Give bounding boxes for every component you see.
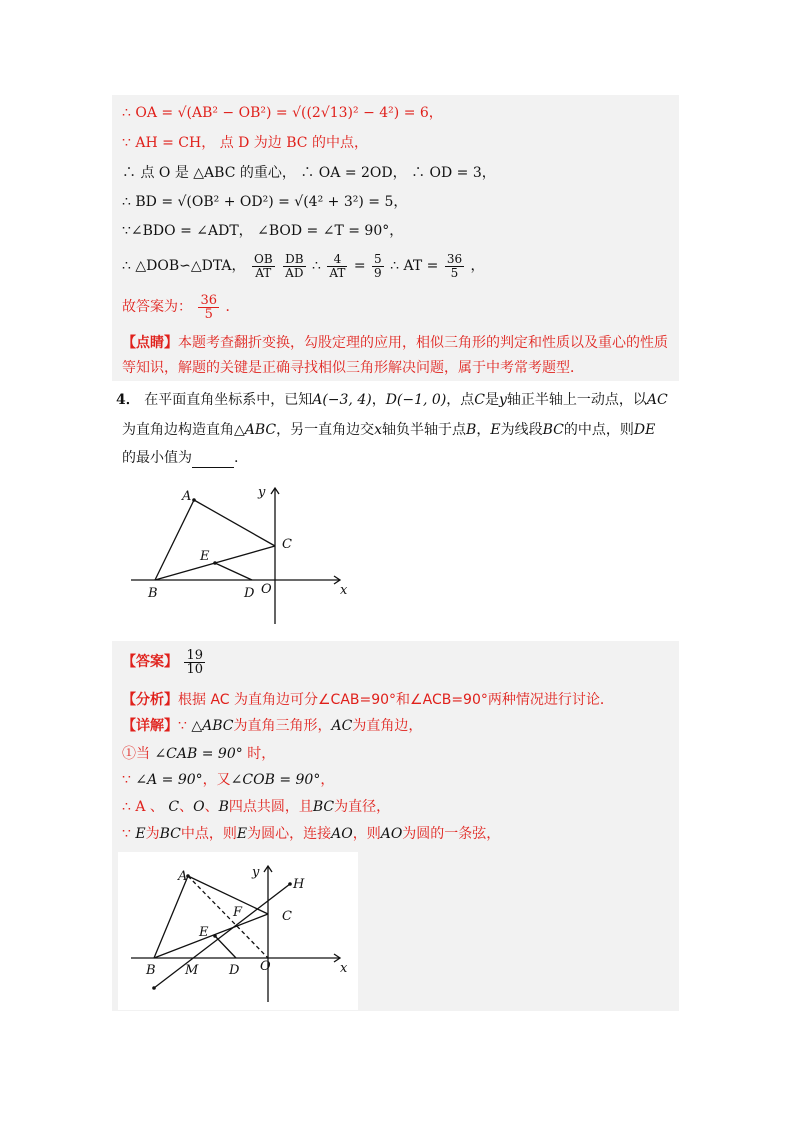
concyclic-text: 四点共圆，且 bbox=[228, 799, 313, 815]
oa-equation: ∴ OA = √(AB² − OB²) = √((2√13)² − 4²) = 6， bbox=[122, 105, 443, 121]
case1-line bbox=[122, 744, 275, 764]
angle-a: ∠A = 90° bbox=[135, 772, 203, 788]
detail-ac: AC bbox=[331, 718, 353, 734]
label-y: y bbox=[252, 865, 260, 880]
detail-line bbox=[122, 716, 422, 736]
label-o: O bbox=[261, 582, 272, 597]
var-de: DE bbox=[633, 422, 656, 438]
therefore-symbol: ∴ bbox=[312, 258, 321, 274]
figure-1-diagram bbox=[128, 480, 350, 628]
comment-line-2 bbox=[122, 358, 584, 378]
bc-var: BC bbox=[159, 826, 181, 842]
label-f: F bbox=[233, 905, 243, 920]
answer-line bbox=[122, 645, 207, 679]
final-answer-line bbox=[122, 292, 239, 322]
point-e-dot bbox=[213, 561, 217, 565]
label-d: D bbox=[244, 586, 255, 601]
var-e: E bbox=[490, 422, 501, 438]
solution-line-4 bbox=[122, 192, 407, 212]
c-point: C bbox=[168, 799, 180, 815]
var-c: C bbox=[474, 392, 485, 408]
var-bc: BC bbox=[542, 422, 564, 438]
segment-de bbox=[215, 563, 252, 580]
analysis-label: 【分析】 bbox=[122, 692, 178, 708]
label-b: B bbox=[148, 586, 158, 601]
fraction-db-ad: $\frac{DB}{AD}$ bbox=[285, 251, 304, 280]
label-c: C bbox=[282, 537, 292, 552]
comment-line-1 bbox=[122, 333, 668, 353]
because-3: ∵ bbox=[122, 826, 131, 842]
o-point: O bbox=[193, 799, 205, 815]
then-text: ，则 bbox=[352, 826, 381, 842]
point-a-dot bbox=[192, 498, 196, 502]
od-eq-3: ∴ OD = 3， bbox=[411, 165, 496, 181]
case1-text-a: ①当 bbox=[122, 746, 150, 762]
question-text-i: 的中点，则 bbox=[563, 422, 634, 438]
point-d: D(−1, 0) bbox=[385, 392, 447, 408]
label-o: O bbox=[260, 959, 271, 974]
label-x: x bbox=[340, 583, 348, 598]
segment-ao-dashed bbox=[188, 876, 268, 958]
ah-eq-ch: ∵ AH = CH， bbox=[122, 135, 216, 151]
segment-ac bbox=[188, 876, 268, 914]
question-text-g: 轴负半轴于点 bbox=[382, 422, 467, 438]
ao-var-2: AO bbox=[380, 826, 403, 842]
question-text-a: 在平面直角坐标系中，已知 bbox=[144, 392, 313, 408]
label-a: A bbox=[178, 869, 188, 884]
bc-diameter: BC bbox=[312, 799, 335, 815]
question-text-j: 的最小值为 bbox=[122, 450, 192, 466]
sep: ， bbox=[371, 392, 386, 408]
label-b: B bbox=[146, 963, 156, 978]
similar-triangles: ∴ △DOB∽△DTA， bbox=[122, 258, 246, 274]
var-b: B bbox=[466, 422, 477, 438]
question-line-3: 的最小值为 . bbox=[122, 450, 239, 466]
point-h-dot bbox=[288, 882, 292, 886]
angle-line bbox=[122, 770, 334, 790]
question-text-c: 是 bbox=[485, 392, 499, 408]
label-c: C bbox=[282, 909, 292, 924]
final-answer-fraction: $\frac{36}{5}$ bbox=[200, 292, 217, 322]
var-x: x bbox=[374, 422, 383, 438]
sep2: ， bbox=[476, 422, 491, 438]
label-e: E bbox=[200, 549, 210, 564]
concyclic-line bbox=[122, 797, 390, 817]
point-lower-dot bbox=[152, 986, 156, 990]
var-y: y bbox=[499, 392, 507, 408]
analysis-text: 根据 AC 为直角边可分∠CAB=90°和∠ACB=90°两种情况进行讨论． bbox=[178, 692, 614, 708]
solution-line-2 bbox=[122, 133, 368, 153]
at-equals: ∴ AT = bbox=[390, 258, 439, 274]
point-a: A(−3, 4) bbox=[312, 392, 372, 408]
e-var-2: E bbox=[236, 826, 248, 842]
solution-line-3 bbox=[122, 163, 496, 183]
final-answer-label: 故答案为： bbox=[122, 299, 192, 315]
question-line-1 bbox=[116, 390, 668, 410]
question-text-h: 为线段 bbox=[500, 422, 543, 438]
question-text-d: 轴正半轴上一动点，以 bbox=[506, 392, 647, 408]
label-m: M bbox=[185, 963, 199, 978]
fraction-ob-at: $\frac{OB}{AT}$ bbox=[253, 251, 273, 280]
question-number: 4． bbox=[116, 392, 140, 408]
segment-ab bbox=[154, 876, 188, 958]
fraction-4-at: $\frac{4}{AT}$ bbox=[329, 251, 346, 280]
midpoint-text: 中点，则 bbox=[180, 826, 237, 842]
detail-text-c: 为直角边， bbox=[352, 718, 423, 734]
point-e-dot bbox=[213, 934, 217, 938]
b-point: B bbox=[218, 799, 229, 815]
equals-sign: = bbox=[353, 258, 366, 274]
label-x: x bbox=[340, 961, 348, 976]
answer-label: 【答案】 bbox=[122, 654, 178, 670]
question-text-b: ，点 bbox=[446, 392, 475, 408]
case1-text-b: 时， bbox=[247, 746, 276, 762]
detail-label: 【详解】 bbox=[122, 718, 178, 734]
label-d: D bbox=[229, 963, 240, 978]
because-2: ∵ bbox=[122, 772, 131, 788]
question-text-e: 为直角边构造直角 bbox=[122, 422, 234, 438]
because: ∵ bbox=[178, 718, 187, 734]
is-text: 为 bbox=[145, 826, 160, 842]
question-text-f: ，另一直角边交 bbox=[276, 422, 375, 438]
o-centroid-text: ∴ 点 O 是 △ABC 的重心， bbox=[122, 165, 296, 181]
comment-label: 【点睛】 bbox=[122, 335, 178, 351]
solution-line-5 bbox=[122, 221, 403, 241]
d-midpoint-text: 点 D 为边 BC 的中点， bbox=[219, 135, 368, 151]
angle-bdo-adt: ∵∠BDO = ∠ADT， bbox=[122, 223, 253, 239]
therefore-a: ∴ A 、 bbox=[122, 799, 164, 815]
figure-2-diagram bbox=[128, 858, 350, 1006]
angle-cob: ∠COB = 90° bbox=[230, 772, 321, 788]
angle-bod-t: ∠BOD = ∠T = 90°， bbox=[257, 223, 404, 239]
analysis-line bbox=[122, 690, 614, 710]
segment-ac bbox=[194, 500, 275, 546]
segment-bc bbox=[154, 914, 268, 958]
label-e: E bbox=[199, 925, 209, 940]
label-y: y bbox=[258, 485, 266, 500]
question-line-2 bbox=[122, 420, 655, 440]
answer-blank[interactable] bbox=[192, 453, 234, 468]
detail-text-b: 为直角三角形， bbox=[233, 718, 332, 734]
angle-cab: ∠CAB = 90° bbox=[154, 746, 243, 762]
var-ac: AC bbox=[646, 392, 668, 408]
comment-text-1: 本题考查翻折变换，勾股定理的应用，相似三角形的判定和性质以及重心的性质 bbox=[178, 335, 668, 351]
center-line bbox=[122, 824, 500, 844]
solution-line-6 bbox=[122, 252, 485, 280]
triangle-abc: △ABC bbox=[234, 422, 277, 438]
fraction-36-5: $\frac{36}{5}$ bbox=[446, 251, 463, 280]
comma: ， bbox=[470, 258, 485, 274]
comma-2: ， bbox=[320, 772, 335, 788]
center-text: 为圆心，连接 bbox=[247, 826, 332, 842]
detail-triangle: △ABC bbox=[191, 718, 234, 734]
oa-2od: ∴ OA = 2OD， bbox=[300, 165, 407, 181]
period: ． bbox=[225, 299, 240, 315]
label-a: A bbox=[182, 489, 192, 504]
label-h: H bbox=[293, 877, 305, 892]
answer-fraction: $\frac{19}{10}$ bbox=[186, 647, 203, 677]
sep-a: 、 bbox=[179, 799, 194, 815]
fraction-5-9: $\frac{5}{9}$ bbox=[374, 251, 382, 280]
segment-ab bbox=[155, 500, 194, 580]
solution-line-1 bbox=[122, 103, 443, 123]
and-text: ，又 bbox=[202, 772, 231, 788]
sep-b: 、 bbox=[204, 799, 219, 815]
bd-equation: ∴ BD = √(OB² + OD²) = √(4² + 3²) = 5， bbox=[122, 194, 408, 210]
chord-text: 为圆的一条弦， bbox=[402, 826, 501, 842]
comment-text-2: 等知识，解题的关键是正确寻找相似三角形解决问题，属于中考常考题型． bbox=[122, 360, 584, 376]
e-var: E bbox=[135, 826, 146, 842]
diameter-text: 为直径， bbox=[334, 799, 391, 815]
ao-var: AO bbox=[331, 826, 353, 842]
